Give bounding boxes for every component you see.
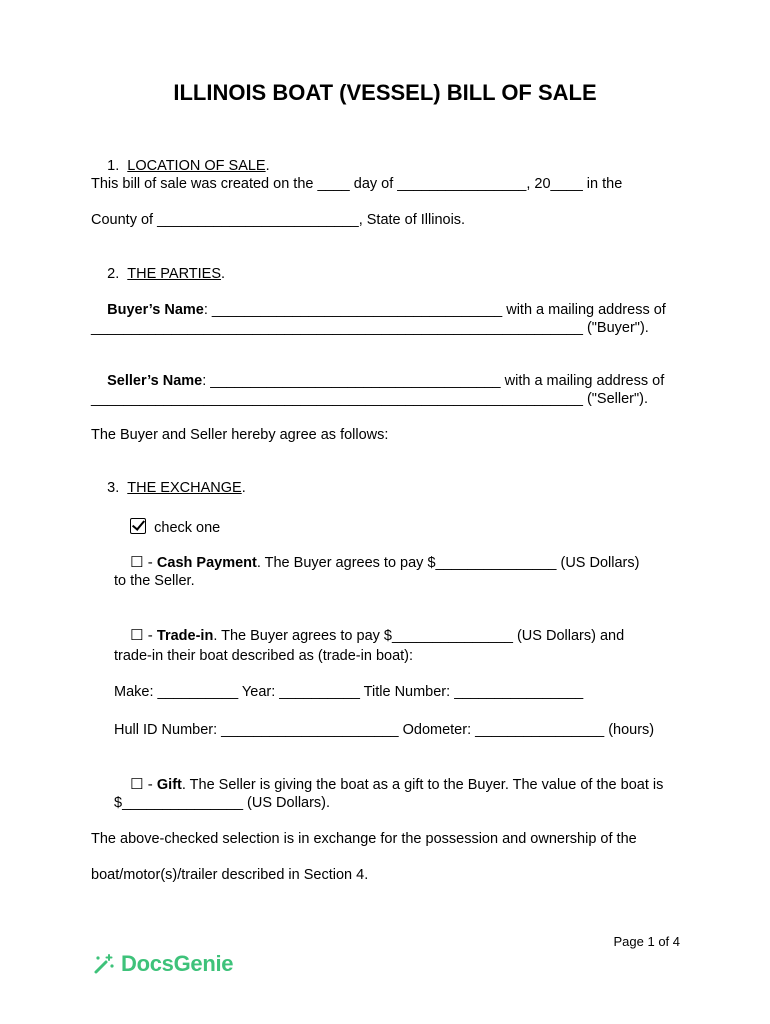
sale-date-line: This bill of sale was created on the ____ day of ________________, 20____ in the xyxy=(91,176,623,192)
section-dot: . xyxy=(221,266,226,282)
trade-in-text: . The Buyer agrees to pay $_______________ (US Dollars) and xyxy=(213,628,625,644)
docsgenie-logo xyxy=(93,950,233,978)
county-line: County of _________________________, State of Illinois. xyxy=(91,212,466,228)
section-number: 3. xyxy=(107,480,120,496)
cash-text: . The Buyer agrees to pay $_______________ (US Dollars) xyxy=(256,555,640,571)
gift-checkbox[interactable]: ☐ - xyxy=(130,776,157,793)
section-dot: . xyxy=(265,158,270,174)
section-dot: . xyxy=(241,480,246,496)
trade-in-continuation: trade-in their boat described as (trade-in boat): xyxy=(114,648,414,664)
page-number: Page 1 of 4 xyxy=(613,934,680,949)
section-title: LOCATION OF SALE xyxy=(127,158,266,174)
section-number: 2. xyxy=(107,266,120,282)
gift-label: Gift xyxy=(156,777,182,793)
seller-label: Seller’s Name xyxy=(107,373,203,389)
checkmark-icon xyxy=(130,518,146,534)
section-title: THE PARTIES xyxy=(127,266,222,282)
section-title: THE EXCHANGE xyxy=(127,480,242,496)
gift-text: . The Seller is giving the boat as a gift to the Buyer. The value of the boat is xyxy=(181,777,664,793)
magic-wand-icon xyxy=(93,953,115,975)
logo-text: DocsGenie xyxy=(121,951,234,976)
document-title: ILLINOIS BOAT (VESSEL) BILL OF SALE xyxy=(173,80,597,105)
section-number: 1. xyxy=(107,158,120,174)
exchange-note-line-1: The above-checked selection is in exchange for the possession and ownership of the xyxy=(91,831,637,847)
exchange-note-line-2: boat/motor(s)/trailer described in Section 4. xyxy=(91,867,369,883)
agreement-line: The Buyer and Seller hereby agree as follows: xyxy=(91,427,389,443)
trade-in-checkbox[interactable]: ☐ - xyxy=(130,627,157,644)
buyer-address-line: _____________________________________________________________ ("Buyer"). xyxy=(91,320,649,336)
cash-continuation: to the Seller. xyxy=(114,573,195,589)
trade-in-label: Trade-in xyxy=(156,628,214,644)
buyer-field: : ____________________________________ with a mailing address of xyxy=(203,302,666,318)
seller-address-line: _____________________________________________________________ ("Seller"). xyxy=(91,391,648,407)
cash-checkbox[interactable]: ☐ - xyxy=(130,554,157,571)
make-year-title-line: Make: __________ Year: __________ Title Number: ________________ xyxy=(114,684,584,700)
cash-label: Cash Payment xyxy=(156,555,257,571)
seller-field: : ____________________________________ with a mailing address of xyxy=(202,373,665,389)
hull-odometer-line: Hull ID Number: ______________________ Odometer: ________________ (hours) xyxy=(114,722,655,738)
buyer-label: Buyer’s Name xyxy=(107,302,204,318)
check-one-label: check one xyxy=(154,520,221,536)
gift-continuation: $_______________ (US Dollars). xyxy=(114,795,331,811)
